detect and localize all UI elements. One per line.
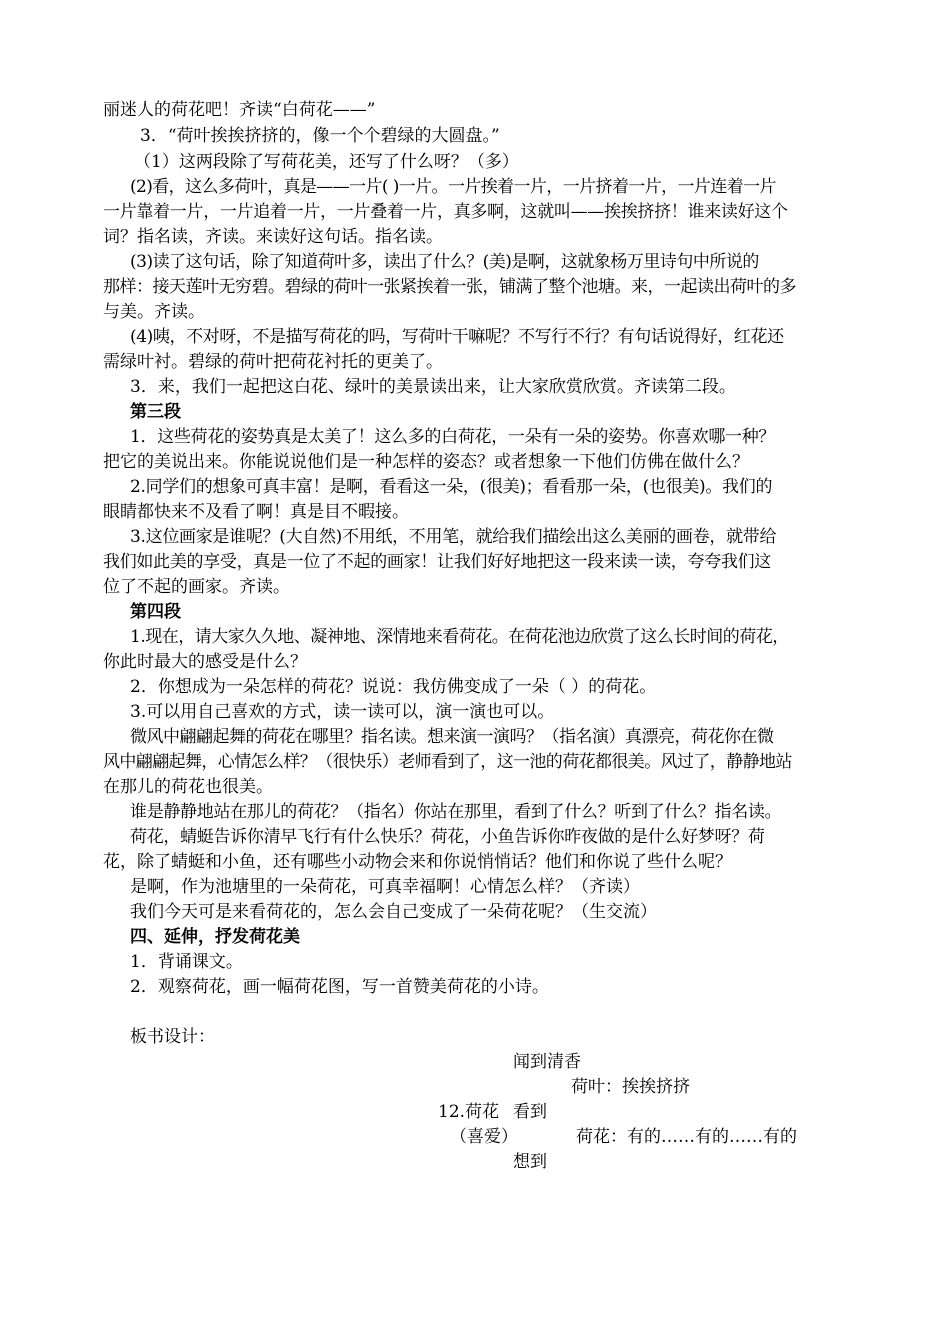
- text-line: 那样：接天莲叶无穷碧。碧绿的荷叶一张紧挨着一张，铺满了整个池塘。来，一起读出荷叶的多: [103, 277, 796, 297]
- text-line: (3)读了这句话，除了知道荷叶多，读出了什么？(美)是啊，这就象杨万里诗句中所说的: [130, 252, 759, 272]
- text-line: 3．“荷叶挨挨挤挤的，像一个个碧绿的大圆盘。”: [140, 126, 500, 146]
- text-line: 需绿叶衬。碧绿的荷叶把荷花衬托的更美了。: [103, 352, 443, 372]
- section-heading: 第四段: [130, 602, 181, 622]
- text-line: 你此时最大的感受是什么？: [103, 652, 307, 672]
- text-line: 1．背诵课文。: [130, 952, 243, 972]
- text-line: 我们如此美的享受，真是一位了不起的画家！让我们好好地把这一段来读一读，夸夸我们这: [103, 552, 771, 572]
- text-line: (2)看，这么多荷叶，真是——一片( )一片。一片挨着一片，一片挤着一片，一片连着一片: [130, 177, 776, 197]
- text-line: 是啊，作为池塘里的一朵荷花，可真幸福啊！心情怎么样？（齐读）: [130, 877, 640, 897]
- text-line: 风中翩翩起舞，心情怎么样？（很快乐）老师看到了，这一池的荷花都很美。风过了，静静地站: [103, 752, 792, 772]
- board-smell: 闻到清香: [513, 1052, 581, 1072]
- text-line: 3.可以用自己喜欢的方式，读一读可以，演一演也可以。: [130, 702, 555, 722]
- text-line: 谁是静静地站在那儿的荷花？（指名）你站在那里，看到了什么？听到了什么？指名读。: [130, 802, 782, 822]
- board-title: 12.荷花: [438, 1102, 500, 1122]
- text-line: 位了不起的画家。齐读。: [103, 577, 290, 597]
- text-line: 1．这些荷花的姿势真是太美了！这么多的白荷花，一朵有一朵的姿势。你喜欢哪一种？: [130, 427, 776, 447]
- board-leaves: 荷叶：挨挨挤挤: [571, 1077, 690, 1097]
- text-line: 把它的美说出来。你能说说他们是一种怎样的姿态？或者想象一下他们仿佛在做什么？: [103, 452, 749, 472]
- text-line: 与美。齐读。: [103, 302, 205, 322]
- text-line: 2.同学们的想象可真丰富！是啊，看看这一朵，(很美)；看看那一朵，(也很美)。我们的: [130, 477, 773, 497]
- text-line: 词？指名读，齐读。来读好这句话。指名读。: [103, 227, 443, 247]
- text-line: 一片靠着一片，一片追着一片，一片叠着一片，真多啊，这就叫——挨挨挤挤！谁来读好这个: [103, 202, 788, 222]
- section-heading: 第三段: [130, 402, 181, 422]
- text-line: 3.这位画家是谁呢？(大自然)不用纸，不用笔，就给我们描绘出这么美丽的画卷，就带给: [130, 527, 777, 547]
- board-flowers: 荷花：有的……有的……有的: [576, 1127, 797, 1147]
- text-line: 3．来，我们一起把这白花、绿叶的美景读出来，让大家欣赏欣赏。齐读第二段。: [130, 377, 736, 397]
- text-line: 在那儿的荷花也很美。: [103, 777, 273, 797]
- board-design-label: 板书设计：: [130, 1027, 215, 1047]
- text-line: 花，除了蜻蜓和小鱼，还有哪些小动物会来和你说悄悄话？他们和你说了些什么呢？: [103, 852, 732, 872]
- text-line: 微风中翩翩起舞的荷花在哪里？指名读。想来演一演吗？（指名演）真漂亮，荷花你在微: [130, 727, 774, 747]
- board-love: （喜爱）: [450, 1127, 518, 1147]
- board-see: 看到: [513, 1102, 547, 1122]
- text-line: （1）这两段除了写荷花美，还写了什么呀？（多）: [134, 152, 519, 172]
- text-line: 2．观察荷花，画一幅荷花图，写一首赞美荷花的小诗。: [130, 977, 549, 997]
- text-line: 眼睛都快来不及看了啊！真是目不暇接。: [103, 502, 409, 522]
- text-line: 荷花，蜻蜓告诉你清早飞行有什么快乐？荷花，小鱼告诉你昨夜做的是什么好梦呀？荷: [130, 827, 765, 847]
- section-heading: 四、延伸，抒发荷花美: [130, 927, 300, 947]
- text-line: 我们今天可是来看荷花的，怎么会自己变成了一朵荷花呢？（生交流）: [130, 902, 657, 922]
- text-line: (4)咦，不对呀，不是描写荷花的吗，写荷叶干嘛呢？不写行不行？有句话说得好，红花还: [130, 327, 784, 347]
- text-line: 1.现在，请大家久久地、凝神地、深情地来看荷花。在荷花池边欣赏了这么长时间的荷花，: [130, 627, 789, 647]
- text-line: 2．你想成为一朵怎样的荷花？说说：我仿佛变成了一朵（ ）的荷花。: [130, 677, 657, 697]
- board-think: 想到: [513, 1152, 547, 1172]
- text-line: 丽迷人的荷花吧！齐读“白荷花——”: [103, 100, 376, 120]
